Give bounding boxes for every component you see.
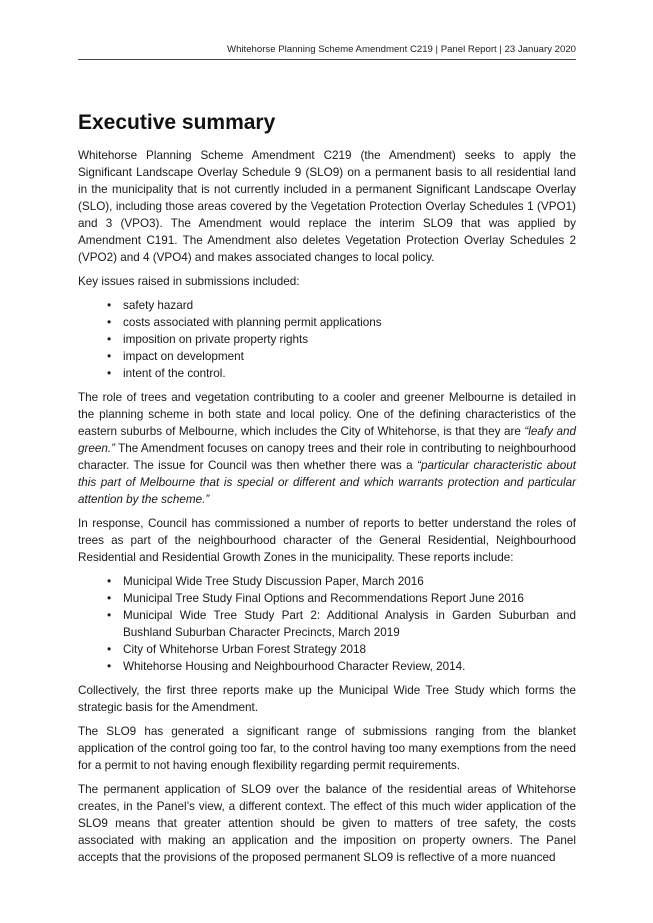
running-header: Whitehorse Planning Scheme Amendment C219 | Panel Report | 23 January 2020	[78, 44, 576, 60]
list-item: • Municipal Wide Tree Study Discussion Paper, March 2016	[123, 573, 576, 590]
key-issues-intro: Key issues raised in submissions included:	[78, 275, 300, 288]
reports-intro-paragraph: In response, Council has commissioned a number of reports to better understand the roles of trees as part of the neighbourhood character of the General Residential, Neighbourhood Residential and Residential Growth Zones in the municipality. These reports include:	[78, 517, 576, 564]
reports-list	[78, 573, 576, 675]
key-issues-list	[78, 297, 576, 382]
quote-particular-characteristic: “particular characteristic about this part of Melbourne that is special or different and which warrants protection and particular attention by the scheme.”	[78, 459, 576, 506]
trees-role-paragraph	[78, 389, 576, 508]
list-item: • safety hazard	[123, 297, 576, 314]
collectively-paragraph: Collectively, the first three reports make up the Municipal Wide Tree Study which forms the strategic basis for the Amendment.	[78, 684, 576, 714]
permanent-application-paragraph: The permanent application of SLO9 over the balance of the residential areas of Whitehorse creates, in the Panel’s view, a different context. The effect of this much wider application of the SLO9 means that greater attention should be given to matters of tree safety, the costs associated with making an application and the imposition on property owners. The Panel accepts that the provisions of the proposed permanent SLO9 is reflective of a more nuanced	[78, 783, 576, 864]
list-item: • imposition on private property rights	[123, 331, 576, 348]
list-item: • intent of the control.	[123, 365, 576, 382]
text-run: The Amendment focuses on canopy trees and their role in contributing to neighbourhood character. The issue for Council was then whether there was a	[78, 442, 576, 472]
text-run: The role of trees and vegetation contributing to a cooler and greener Melbourne is detailed in the planning scheme in both state and local policy. One of the defining characteristics of the eastern suburbs of Melbourne, which includes the City of Whitehorse, is that they are	[78, 391, 576, 438]
quote-leafy-green: “leafy and green.”	[78, 425, 577, 455]
list-item: • impact on development	[123, 348, 576, 365]
list-item: • Municipal Tree Study Final Options and Recommendations Report June 2016	[123, 590, 576, 607]
submissions-paragraph: The SLO9 has generated a significant range of submissions ranging from the blanket application of the control going too far, to the control having too many exemptions from the need for a permit to not having enough flexibility regarding permit requirements.	[78, 725, 576, 772]
intro-paragraph: Whitehorse Planning Scheme Amendment C219 (the Amendment) seeks to apply the Significant Landscape Overlay Schedule 9 (SLO9) on a permanent basis to all residential land in the municipality that is not currently included in a permanent Significant Landscape Overlay (SLO), including those areas covered by the Vegetation Protection Overlay Schedules 1 (VPO1) and 3 (VPO3). The Amendment would replace the interim SLO9 that was applied by Amendment C191. The Amendment also deletes Vegetation Protection Overlay Schedules 2 (VPO2) and 4 (VPO4) and makes associated changes to local policy.	[78, 149, 576, 264]
body-content	[78, 110, 576, 873]
list-item: • Whitehorse Housing and Neighbourhood Character Review, 2014.	[123, 658, 576, 675]
list-item: • City of Whitehorse Urban Forest Strategy 2018	[123, 641, 576, 658]
list-item: • costs associated with planning permit applications	[123, 314, 576, 331]
list-item: • Municipal Wide Tree Study Part 2: Additional Analysis in Garden Suburban and Bushland Suburban Character Precincts, March 2019	[123, 607, 576, 641]
page-title: Executive summary	[78, 111, 276, 134]
